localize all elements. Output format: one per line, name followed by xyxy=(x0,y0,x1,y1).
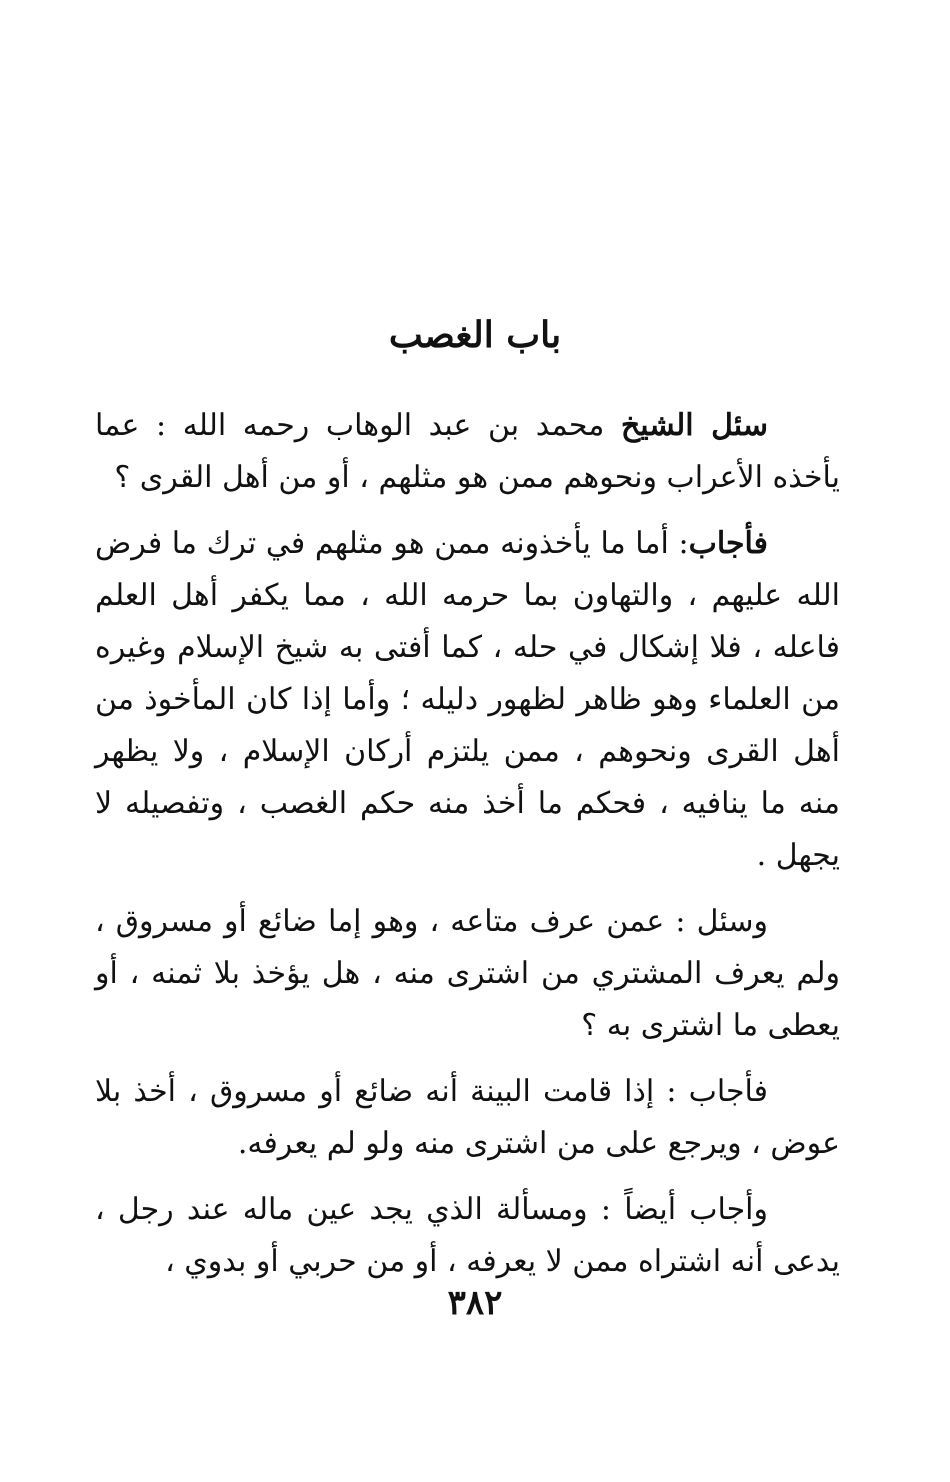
paragraph-answer-3 xyxy=(95,1184,840,1288)
paragraph-text: : أما ما يأخذونه ممن هو مثلهم في ترك ما فرض الله عليهم ، والتهاون بما حرمه الله ، مما يكفر أهل العلم فاعله ، فلا إشكال في حله ، كما أفتى به شيخ الإسلام وغيره من العلماء وهو ظاهر لظهور دليله ؛ وأما إذا كان المأخوذ من أهل القرى ونحوهم ، ممن يلتزم أركان الإسلام ، ولا يظهر منه ما ينافيه ، فحكم ما أخذ منه حكم الغصب ، وتفصيله لا يجهل . xyxy=(95,526,840,873)
paragraph-text: فأجاب : إذا قامت البينة أنه ضائع أو مسروق ، أخذ بلا عوض ، ويرجع على من اشترى منه ولو لم يعرفه. xyxy=(95,1074,840,1161)
paragraph-text: محمد بن عبد الوهاب رحمه الله : عما يأخذه الأعراب ونحوهم ممن هو مثلهم ، أو من أهل القرى ؟ xyxy=(95,408,840,495)
paragraph-text: وأجاب أيضاً : ومسألة الذي يجد عين ماله عند رجل ، يدعى أنه اشتراه ممن لا يعرفه ، أو من حربي أو بدوي ، xyxy=(95,1192,840,1279)
paragraph-lead: سئل الشيخ xyxy=(620,408,768,443)
paragraph-answer-2 xyxy=(95,1066,840,1170)
body-text xyxy=(95,400,840,1302)
chapter-title: باب الغصب xyxy=(388,314,562,356)
paragraph-text: وسئل : عمن عرف متاعه ، وهو إما ضائع أو مسروق ، ولم يعرف المشتري من اشترى منه ، هل يؤخذ بلا ثمنه ، أو يعطى ما اشترى به ؟ xyxy=(95,904,840,1043)
paragraph-question-2 xyxy=(95,896,840,1052)
paragraph-answer-1 xyxy=(95,518,840,882)
paragraph-question-1 xyxy=(95,400,840,504)
paragraph-lead: فأجاب xyxy=(688,526,768,561)
page-number: ٣٨٢ xyxy=(447,1283,503,1323)
